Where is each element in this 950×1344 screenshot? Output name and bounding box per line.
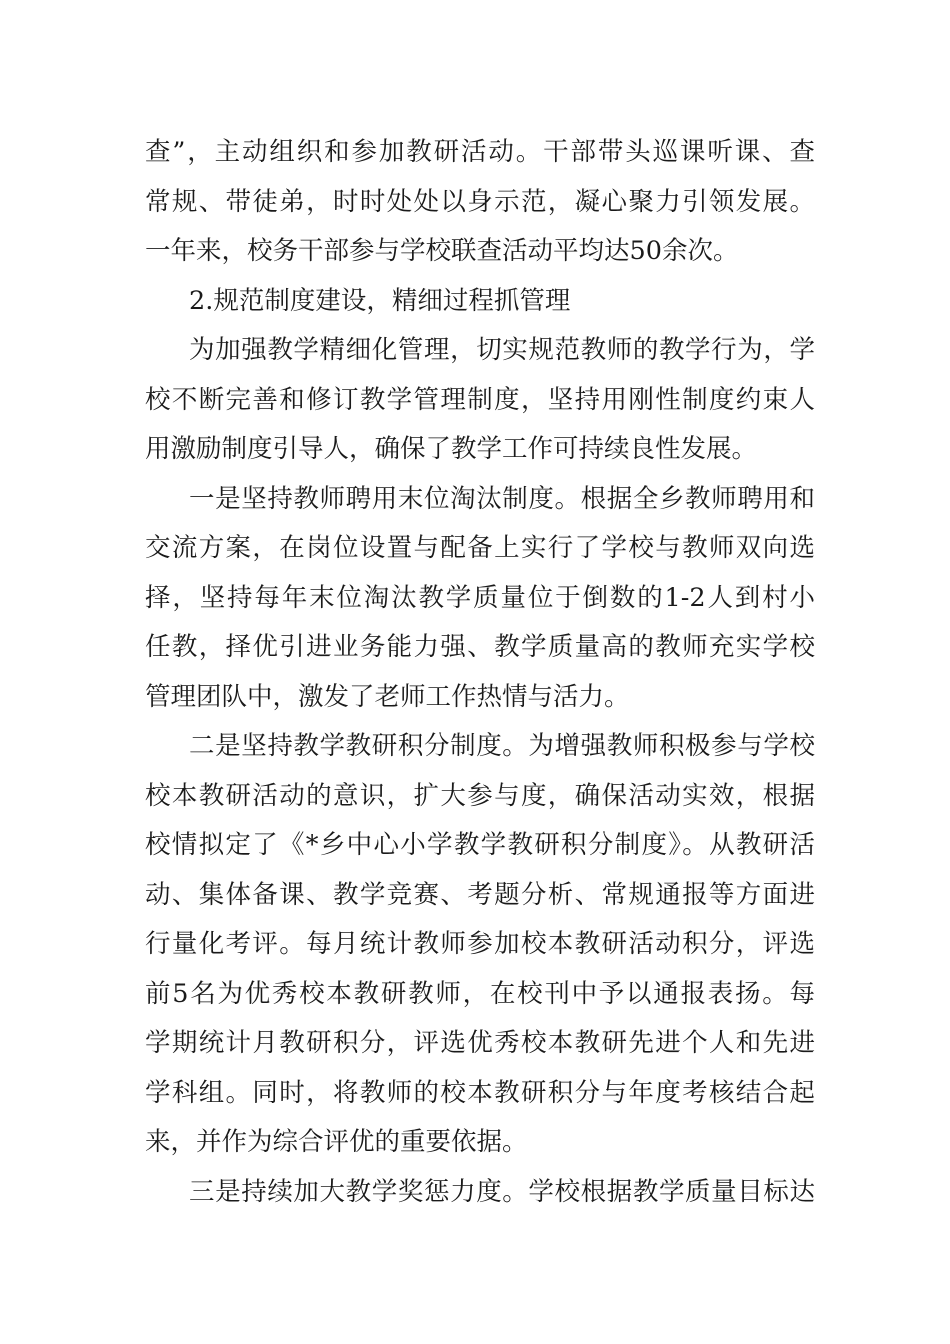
text-line-5: 为加强教学精细化管理，切实规范教师的教学行为，学 bbox=[189, 335, 815, 365]
text-line-3: 一年来，校务干部参与学校联查活动平均达50余次。 bbox=[145, 236, 739, 266]
text-line-12: 管理团队中，激发了老师工作热情与活力。 bbox=[145, 681, 630, 712]
text-line-2: 常规、带徒弟，时时处处以身示范，凝心聚力引领发展。 bbox=[145, 186, 815, 217]
text-line-14: 校本教研活动的意识，扩大参与度，确保活动实效，根据 bbox=[145, 780, 815, 811]
text-line-22: 三是持续加大教学奖惩力度。学校根据教学质量目标达 bbox=[189, 1176, 815, 1207]
text-line-19: 学期统计月教研积分，评选优秀校本教研先进个人和先进 bbox=[145, 1028, 815, 1058]
text-line-6: 校不断完善和修订教学管理制度，坚持用刚性制度约束人 bbox=[145, 384, 815, 415]
text-line-1: 查”，主动组织和参加教研活动。干部带头巡课听课、查 bbox=[145, 137, 815, 167]
section-heading: 2.规范制度建设，精细过程抓管理 bbox=[189, 285, 571, 316]
document-body bbox=[145, 128, 815, 1217]
text-line-8: 一是坚持教师聘用末位淘汰制度。根据全乡教师聘用和 bbox=[189, 483, 815, 514]
text-line-13: 二是坚持教学教研积分制度。为增强教师积极参与学校 bbox=[189, 731, 815, 761]
text-line-20: 学科组。同时，将教师的校本教研积分与年度考核结合起 bbox=[145, 1077, 815, 1108]
text-line-17: 行量化考评。每月统计教师参加校本教研活动积分，评选 bbox=[145, 929, 815, 959]
text-line-7: 用激励制度引导人，确保了教学工作可持续良性发展。 bbox=[145, 434, 758, 464]
text-line-10: 择，坚持每年末位淘汰教学质量位于倒数的1-2人到村小 bbox=[145, 582, 815, 613]
text-line-9: 交流方案，在岗位设置与配备上实行了学校与教师双向选 bbox=[145, 533, 815, 563]
text-line-16: 动、集体备课、教学竞赛、考题分析、常规通报等方面进 bbox=[145, 879, 815, 910]
text-line-11: 任教，择优引进业务能力强、教学质量高的教师充实学校 bbox=[145, 632, 815, 662]
text-line-18: 前5名为优秀校本教研教师，在校刊中予以通报表扬。每 bbox=[145, 978, 815, 1009]
text-line-21: 来，并作为综合评优的重要依据。 bbox=[145, 1127, 528, 1157]
text-line-15: 校情拟定了《*乡中心小学教学教研积分制度》。从教研活 bbox=[145, 830, 815, 860]
